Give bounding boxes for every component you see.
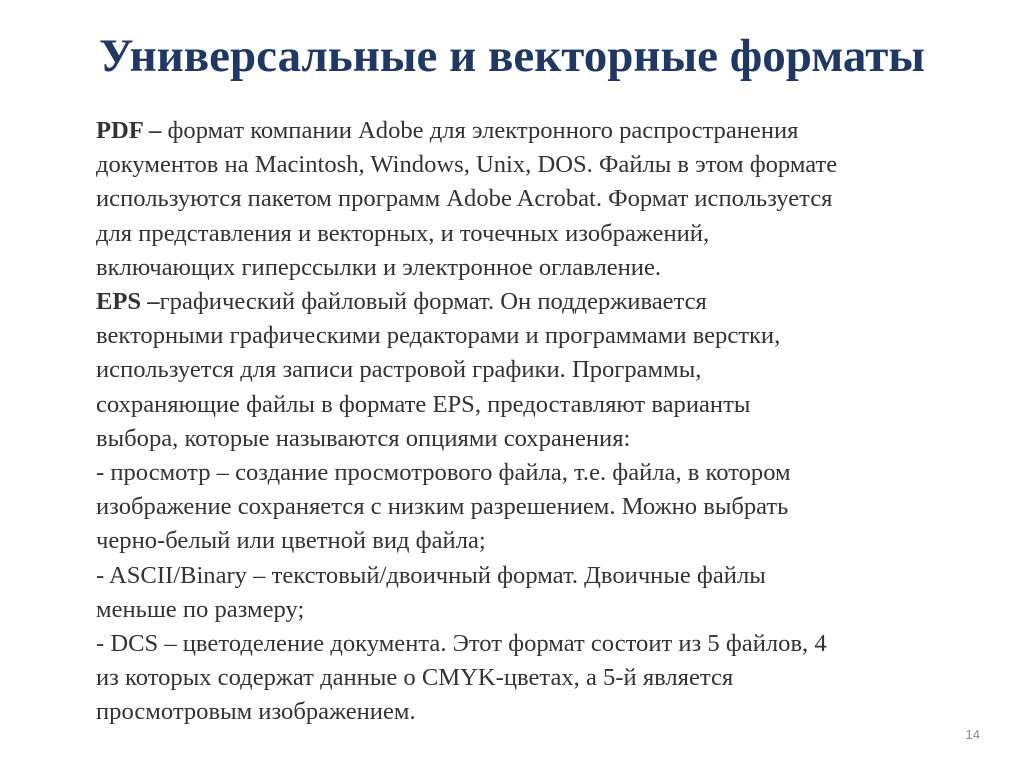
text-line: EPS –графический файловый формат. Он поддерживается: [96, 288, 707, 316]
text-line: используется для записи растровой графики. Программы,: [96, 356, 702, 384]
term-pdf: PDF –: [96, 117, 162, 144]
text-line: для представления и векторных, и точечных изображений,: [96, 219, 710, 247]
text-line: изображение сохраняется с низким разрешением. Можно выбрать: [96, 493, 789, 521]
text-line: из которых содержат данные о CMYK-цветах, а 5-й является: [96, 664, 734, 692]
text-line: используются пакетом программ Adobe Acrobat. Формат используется: [96, 185, 833, 213]
text-line: - DCS – цветоделение документа. Этот формат состоит из 5 файлов, 4: [96, 630, 827, 658]
slide-body-text: [96, 114, 976, 730]
text-line: - просмотр – создание просмотрового файла, т.е. файла, в котором: [96, 459, 791, 487]
text-line: векторными графическими редакторами и программами верстки,: [96, 322, 781, 350]
text-line: документов на Macintosh, Windows, Unix, DOS. Файлы в этом формате: [96, 151, 838, 179]
text-line: сохраняющие файлы в формате EPS, предоставляют варианты: [96, 390, 751, 418]
text-line: просмотровым изображением.: [96, 698, 416, 726]
page-number: 14: [965, 727, 980, 742]
text-line: - ASCII/Binary – текстовый/двоичный формат. Двоичные файлы: [96, 561, 766, 589]
text-line: PDF – формат компании Adobe для электронного распространения: [96, 117, 799, 144]
slide-title: Универсальные и векторные форматы: [99, 30, 925, 82]
text-line: включающих гиперссылки и электронное оглавление.: [96, 253, 662, 281]
text-line: меньше по размеру;: [96, 595, 305, 623]
text-line: выбора, которые называются опциями сохранения:: [96, 424, 631, 452]
term-eps: EPS –: [96, 288, 160, 316]
text-line: черно-белый или цветной вид файла;: [96, 527, 486, 555]
